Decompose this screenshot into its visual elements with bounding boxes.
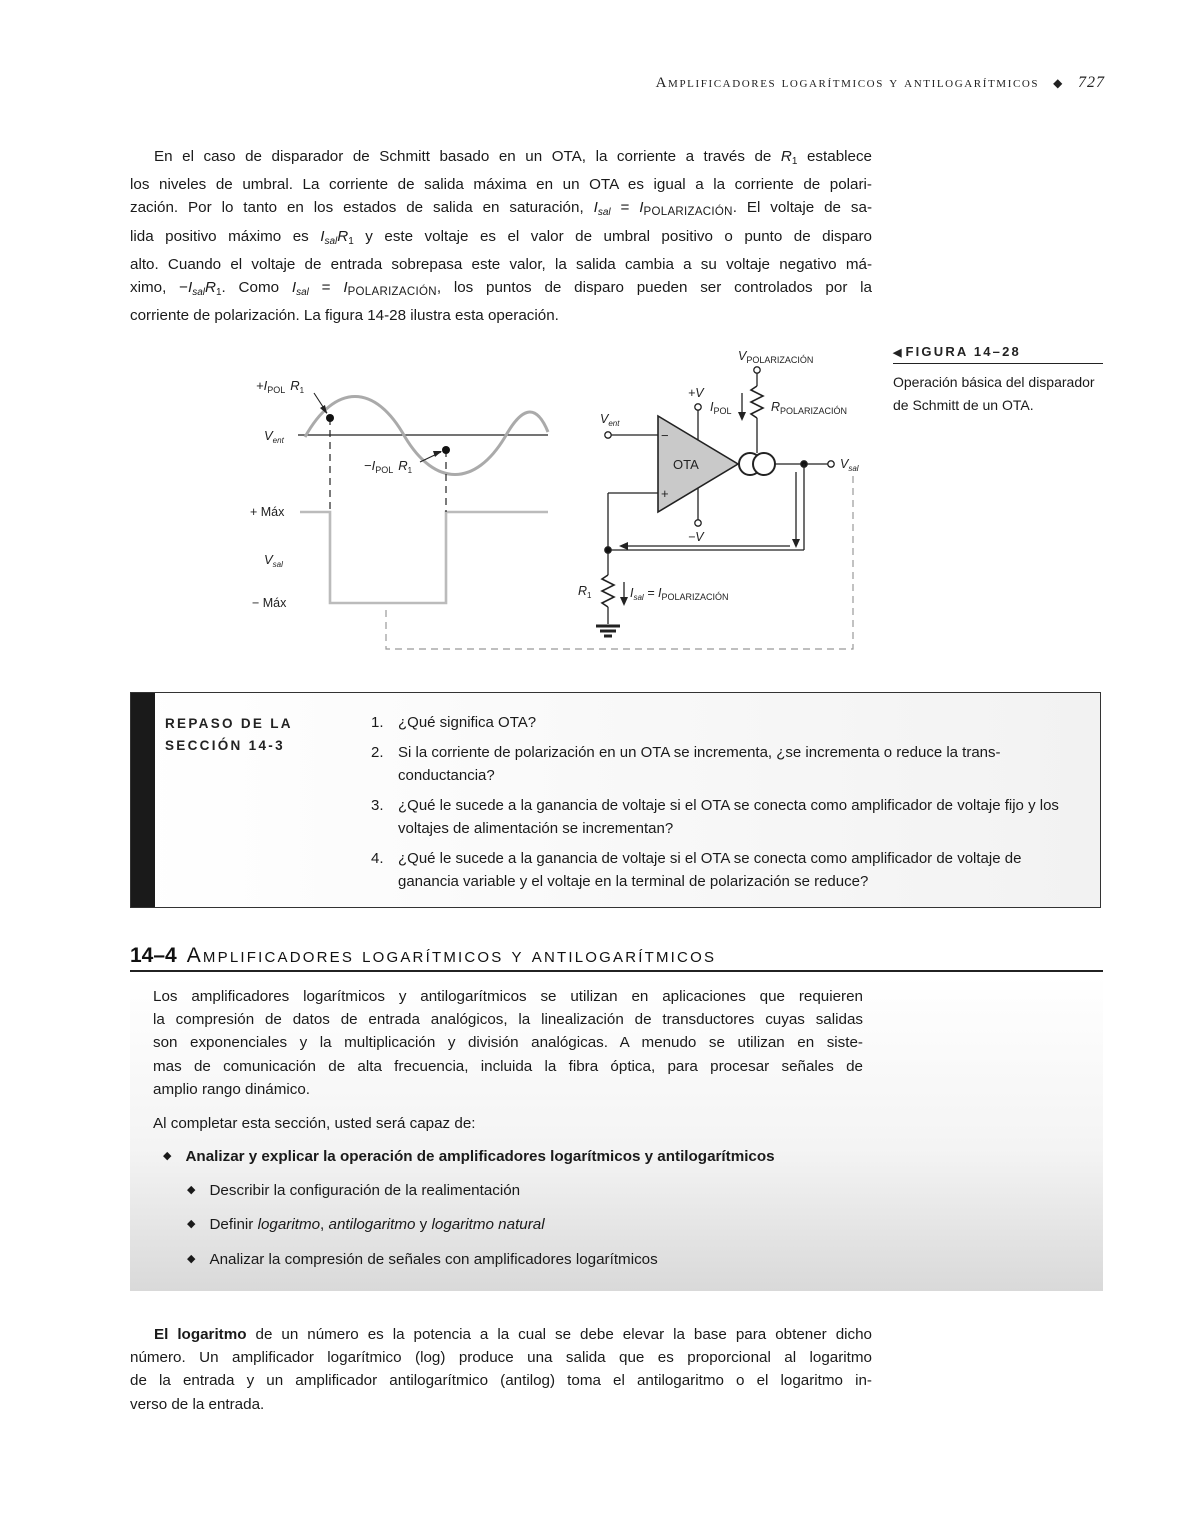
trigger-point-high	[326, 414, 334, 422]
review-question: 3. ¿Qué le sucede a la ganancia de voltaje si el OTA se conecta como amplificador de voltaje fijo y los voltajes de alimentación se incrementan?	[371, 797, 1059, 837]
text-line: lida positivo máximo es $I_{sal}R_1$ y este voltaje es el valor de umbral positivo o punto de disparo	[130, 227, 872, 247]
trigger-point-low	[442, 446, 450, 454]
diamond-bullet-icon: ◆	[187, 1184, 196, 1196]
r1-resistor	[602, 575, 614, 607]
objectives-lead: Al completar esta sección, usted será capaz de:	[153, 1115, 476, 1132]
label-vsal: $V_{sal}$	[264, 552, 283, 569]
diamond-bullet-icon: ◆	[163, 1150, 172, 1162]
ipol-label: $I_{POL}$	[710, 400, 732, 416]
minus-v-terminal	[695, 520, 701, 526]
text-line: la compresión de datos de entrada analógicos, la linealización de transductores cuyas salidas	[153, 1011, 863, 1029]
review-question: 4. ¿Qué le sucede a la ganancia de voltaje si el OTA se conecta como amplificador de voltaje de ganancia variable y el voltaje en la terminal de polarización se reduce?	[371, 850, 1022, 890]
text-line: verso de la entrada.	[130, 1395, 265, 1413]
label-pos-threshold: $+I_{POL}$ $R_1$	[256, 378, 305, 395]
review-title: REPASO DE LA SECCIÓN 14-3	[165, 716, 293, 753]
section-review-box	[130, 692, 1101, 908]
square-wave	[300, 512, 548, 603]
text-line: corriente de polarización. La figura 14-28 ilustra esta operación.	[130, 307, 559, 325]
arrow-left-icon: ◀	[893, 347, 902, 359]
sub-objective: ◆ Analizar la compresión de señales con amplificadores logarítmicos	[187, 1251, 658, 1268]
r1-label: $R_1$	[578, 584, 592, 600]
text-line: son exponenciales y la multiplicación y división analógicas. A menudo se utilizan en siste-	[153, 1034, 863, 1052]
intro-paragraph	[153, 985, 863, 1101]
text-line: mas de comunicación de alta frecuencia, incluida la fibra óptica, para procesar señales de	[153, 1057, 863, 1075]
text-line: de la entrada y un amplificador antilogarítmico (antilog) toma el antilogaritmo o el logaritmo in-	[130, 1372, 872, 1390]
label-neg-threshold: $-I_{POL}$ $R_1$	[364, 458, 413, 475]
figure-schmitt-trigger	[0, 0, 1200, 680]
paragraph-logarithm	[130, 1323, 872, 1416]
rpol-label: $R_{POLARIZACIÓN}$	[771, 400, 848, 416]
diamond-icon: ◆	[1053, 76, 1064, 90]
sub-objective: ◆ Definir logaritmo, antilogaritmo y logaritmo natural	[187, 1216, 545, 1233]
plus-input-label: +	[661, 486, 669, 501]
main-objective: ◆ Analizar y explicar la operación de amplificadores logarítmicos y antilogarítmicos	[163, 1148, 775, 1165]
plus-v-label: +V	[688, 386, 704, 400]
sub-objective: ◆ Describir la configuración de la realimentación	[187, 1182, 521, 1199]
review-question: 1. ¿Qué significa OTA?	[371, 714, 537, 731]
plus-v-terminal	[695, 404, 701, 410]
text-line: Los amplificadores logarítmicos y antilogarítmicos se utilizan en aplicaciones que requieren	[153, 988, 863, 1005]
text-line: alto. Cuando el voltaje de entrada sobrepasa este valor, la salida cambia a su voltaje negativo má-	[130, 255, 872, 273]
diamond-bullet-icon: ◆	[187, 1253, 196, 1265]
vpol-terminal	[754, 367, 760, 373]
minus-v-label: −V	[688, 530, 704, 544]
caption-text: Operación básica del disparador de Schmitt de un OTA.	[893, 374, 1095, 413]
section-heading	[130, 944, 1103, 972]
running-title: Amplificadores logarítmicos y antilogarítmicos	[655, 75, 1040, 91]
arrow-head	[433, 451, 442, 457]
vsal-terminal	[828, 461, 834, 467]
vsal-label: $V_{sal}$	[840, 457, 859, 473]
text-line: número. Un amplificador logarítmico (log) produce una salida que es proporcional al logaritmo	[130, 1349, 872, 1367]
figure-caption	[893, 344, 1103, 417]
minus-input-label: −	[661, 428, 669, 443]
review-questions	[371, 711, 1083, 900]
review-question: 2. Si la corriente de polarización en un OTA se incrementa, ¿se incrementa o reduce la trans-conductancia?	[371, 744, 1001, 784]
isal-label: $I_{sal} = I_{POLARIZACIÓN}$	[630, 586, 729, 602]
feedback-dashed-path	[386, 475, 853, 649]
caption-title: ◀ FIGURA 14–28	[893, 344, 1103, 364]
text-line: los niveles de umbral. La corriente de salida máxima en un OTA es igual a la corriente de polari-	[130, 176, 872, 194]
rpol-resistor	[751, 386, 763, 418]
diamond-bullet-icon: ◆	[187, 1218, 196, 1230]
text-line: amplio rango dinámico.	[153, 1080, 311, 1098]
text-line: ximo, $-I_{sal}R_1$. Como $I_{sal} = I_{POLARIZACIÓN}$, los puntos de disparo pueden ser controlados por la	[130, 279, 872, 299]
waveform-diagram	[250, 378, 853, 649]
label-vent: $V_{ent}$	[264, 428, 284, 445]
vent-label: $V_{ent}$	[600, 412, 620, 428]
text-line: En el caso de disparador de Schmitt basado en un OTA, la corriente a través de $R_1$ establece	[154, 148, 872, 167]
review-accent-bar	[131, 693, 155, 907]
text-line: zación. Por lo tanto en los estados de salida en saturación, $I_{sal} = I_{POLARIZACIÓN}$. El voltaje de sa-	[130, 199, 873, 219]
label-minus-max: − Máx	[252, 596, 287, 610]
label-plus-max: + Máx	[250, 505, 285, 519]
section-number: 14–4	[130, 944, 177, 967]
ota-label: OTA	[673, 457, 699, 472]
vpol-label: $V_{POLARIZACIÓN}$	[738, 349, 814, 365]
vent-terminal	[605, 432, 611, 438]
current-source-right	[753, 453, 775, 475]
page-number: 727	[1078, 74, 1105, 91]
section-title: Amplificadores logarítmicos y antilogarítmicos	[186, 944, 717, 967]
text-line: El logaritmo de un número es la potencia a la cual se debe elevar la base para obtener dicho	[154, 1326, 872, 1343]
r1-node	[605, 547, 611, 553]
